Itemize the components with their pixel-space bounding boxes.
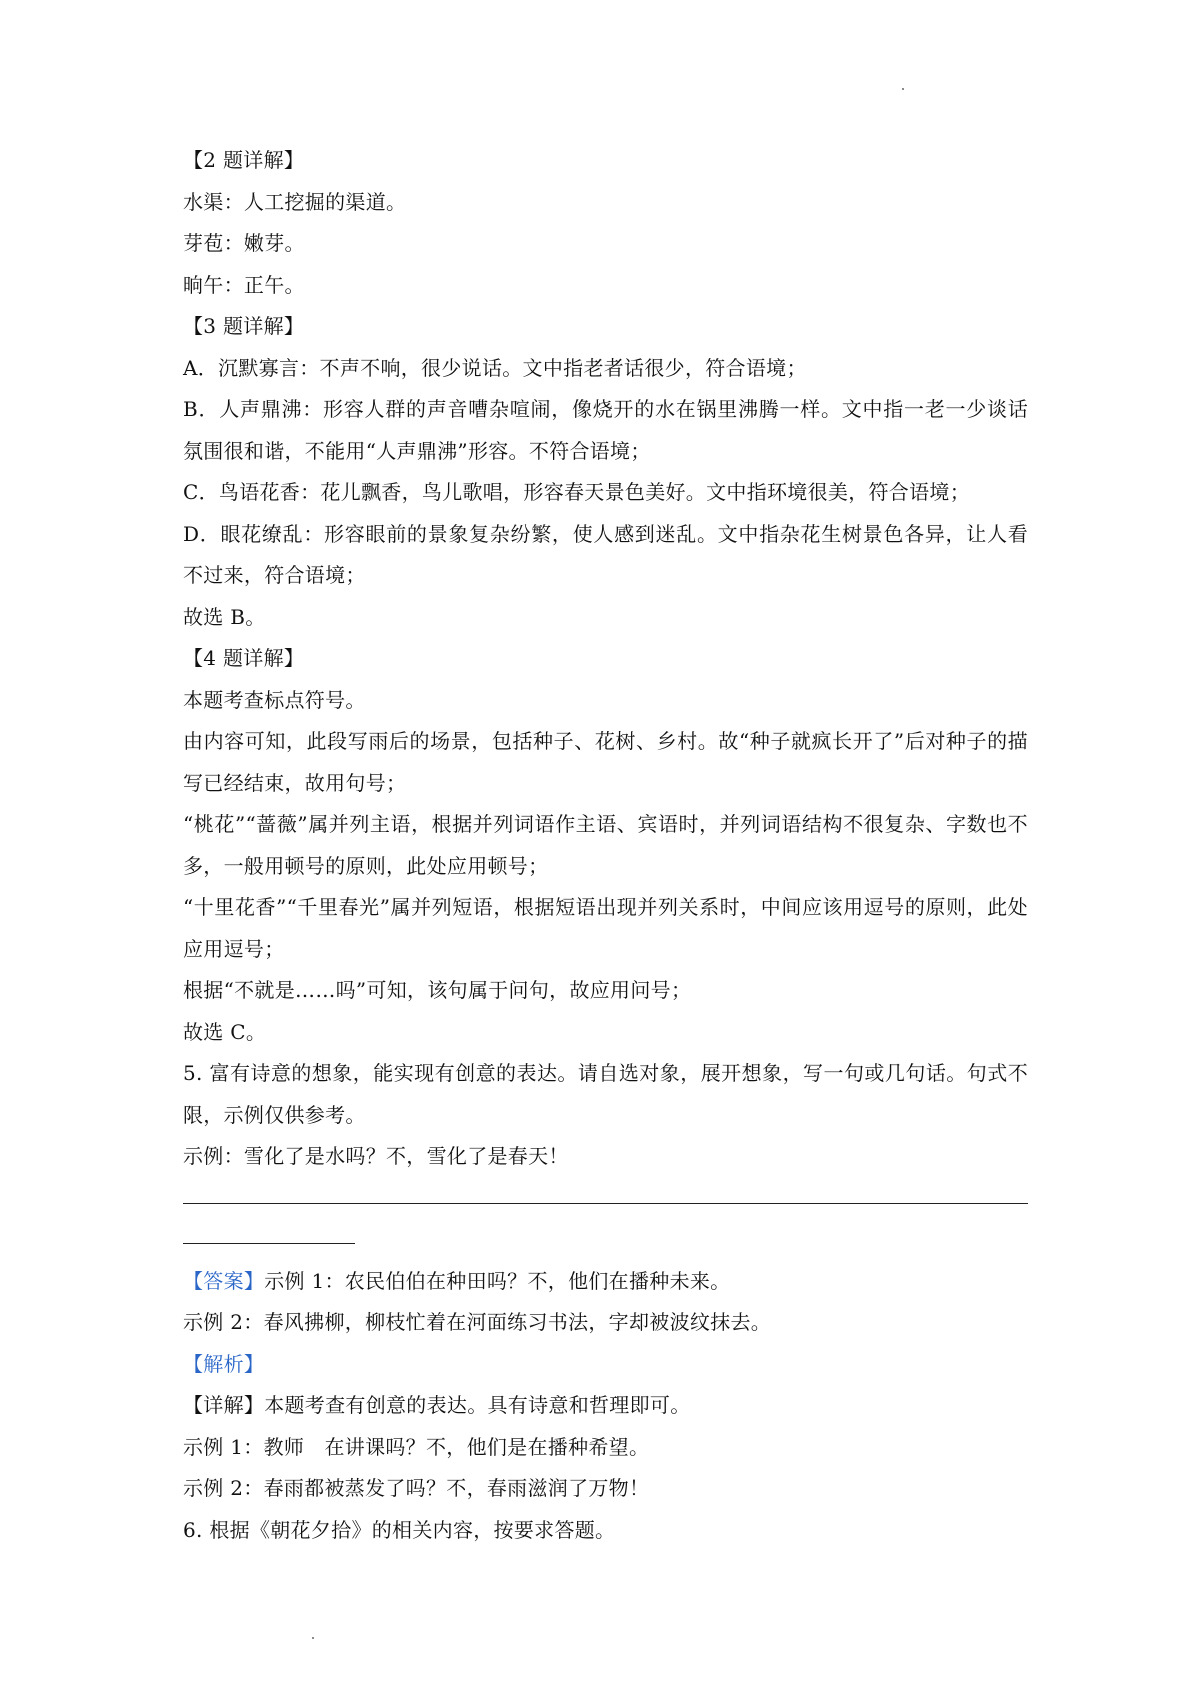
q4-paragraph-3: “十里花香”“千里春光”属并列短语，根据短语出现并列关系时，中间应该用逗号的原则，此处应用逗号； — [183, 895, 1028, 961]
q5-answer-2: 示例 2：春风拂柳，柳枝忙着在河面练习书法，字却被波纹抹去。 — [183, 1310, 772, 1334]
q5-example: 示例：雪化了是水吗？不，雪化了是春天！ — [183, 1144, 569, 1168]
q4-paragraph-1: 由内容可知，此段写雨后的场景，包括种子、花树、乡村。故“种子就疯长开了”后对种子的描写已经结束，故用句号； — [183, 729, 1028, 795]
q2-heading: 【2 题详解】 — [183, 148, 305, 172]
q3-option-b: B．人声鼎沸：形容人群的声音嘈杂喧闹，像烧开的水在锅里沸腾一样。文中指一老一少谈话氛围很和谐，不能用“人声鼎沸”形容。不符合语境； — [183, 397, 1028, 463]
q3-heading: 【3 题详解】 — [183, 314, 305, 338]
document-content — [183, 140, 1028, 1551]
q5-detail-example-1: 示例 1：教师 在讲课吗？不，他们是在播种希望。 — [183, 1434, 650, 1459]
q6-question: 6. 根据《朝花夕拾》的相关内容，按要求答题。 — [183, 1517, 616, 1542]
answer-tag: 【答案】 — [183, 1268, 265, 1293]
q2-item-1: 水渠：人工挖掘的渠道。 — [183, 189, 407, 214]
answer-text: 示例 1：农民伯伯在种田吗？不，他们在播种未来。 — [264, 1268, 731, 1293]
answer-blank-line-short — [183, 1243, 355, 1244]
q5-answer — [183, 1261, 1028, 1303]
q4-paragraph-4: 根据“不就是……吗”可知，该句属于问句，故应用问号； — [183, 978, 692, 1002]
analysis-tag: 【解析】 — [183, 1351, 265, 1376]
q3-conclusion: 故选 B。 — [183, 604, 266, 629]
scan-dot-bottom — [312, 1637, 314, 1639]
answer-blank-line — [183, 1203, 1028, 1204]
scan-dot-top — [902, 88, 904, 90]
answer-blank-spacer-2 — [183, 1219, 1028, 1261]
q5-detail: 【详解】本题考查有创意的表达。具有诗意和哲理即可。 — [183, 1393, 691, 1417]
q2-item-2: 芽苞：嫩芽。 — [183, 231, 305, 255]
q5-detail-example-2: 示例 2：春雨都被蒸发了吗？不，春雨滋润了万物！ — [183, 1476, 650, 1500]
q5-question: 5. 富有诗意的想象，能实现有创意的表达。请自选对象，展开想象，写一句或几句话。句式不限，示例仅供参考。 — [183, 1061, 1028, 1127]
answer-blank-spacer — [183, 1178, 1028, 1220]
q4-heading: 【4 题详解】 — [183, 646, 305, 670]
q3-option-d: D．眼花缭乱：形容眼前的景象复杂纷繁，使人感到迷乱。文中指杂花生树景色各异，让人看不过来，符合语境； — [183, 521, 1028, 587]
q4-conclusion: 故选 C。 — [183, 1019, 267, 1044]
q3-option-a: A．沉默寡言：不声不响，很少说话。文中指老者话很少，符合语境； — [183, 355, 807, 380]
q4-paragraph-2: “桃花”“蔷薇”属并列主语，根据并列词语作主语、宾语时，并列词语结构不很复杂、字数也不多，一般用顿号的原则，此处应用顿号； — [183, 812, 1028, 878]
q4-intro: 本题考查标点符号。 — [183, 687, 366, 712]
q2-item-3: 晌午：正午。 — [183, 272, 305, 297]
q3-option-c: C．鸟语花香：花儿飘香，鸟儿歌唱，形容春天景色美好。文中指环境很美，符合语境； — [183, 480, 971, 504]
